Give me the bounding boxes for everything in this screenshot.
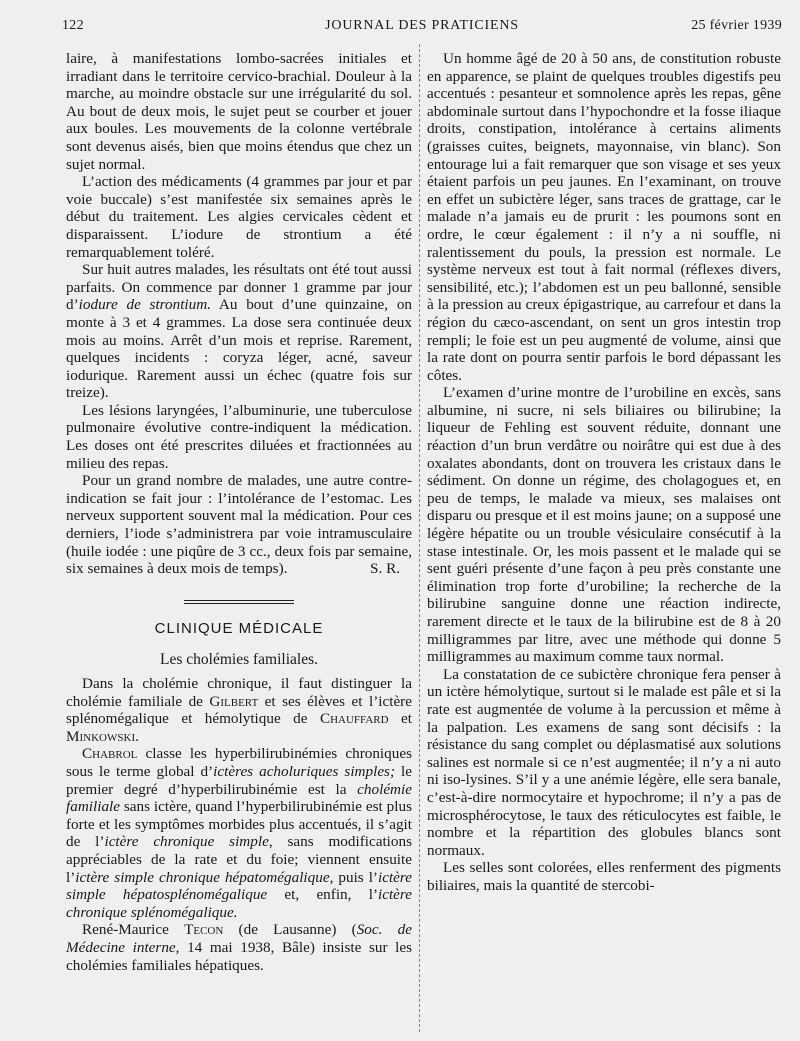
paragraph: Les selles sont colorées, elles renferment des pigments biliaires, mais la quantité de stercobi- — [427, 859, 781, 894]
running-header — [62, 18, 782, 40]
paragraph: L’action des médicaments (4 grammes par jour et par voie buccale) s’est manifestée six semaines après le début du traitement. Les algies cervicales cèdent et disparaissent. L’iodure de strontium a été remarquablement toléré. — [66, 173, 412, 261]
right-column — [427, 50, 781, 895]
article-subtitle: Les cholémies familiales. — [160, 651, 318, 669]
journal-title: JOURNAL DES PRATICIENS — [325, 18, 519, 33]
paragraph: Un homme âgé de 20 à 50 ans, de constitution robuste en apparence, se plaint de quelques troubles digestifs peu accentués : pesanteur et somnolence après les repas, gêne abdominale surtout dans l’hypochondre et la fosse iliaque droits, constipation, intolérance à certains aliments (graisses cuites, beignets, mayonnaise, vin blanc). Son entourage lui a fait remarquer que son visage et ses yeux étaient parfois un peu jaunes. En l’examinant, on trouve en effet un subictère léger, sans traces de grattage, car le malade n’a jamais eu de prurit : les poumons sont en ordre, le cœur également : il n’y a ni souffle, ni ralentissement du pouls, la pression est normale. Le système nerveux est tout à fait normal (réflexes divers, sensibilité, etc.); l’abdomen est un peu ballonné, sensible à la pression au creux épigastrique, au carrefour et dans la région du cæco-ascendant, on sent un gros intestin trop rempli; le foie est un peu augmenté de volume, ainsi que la rate dont on pourra sentir parfois le bord dépassant les côtes. — [427, 50, 781, 384]
paragraph: L’examen d’urine montre de l’urobiline en excès, sans albumine, ni sucre, ni sels biliaires ou bilirubine; la liqueur de Fehling est souvent réduite, donnant une réaction d’un brun verdâtre ou noirâtre qui est due à des oxalates abondants, dont on trouvera les cristaux dans le sédiment. On donne un régime, des cholagogues et, en peu de temps, le malade va mieux, ses malaises ont disparu ou presque et il est moins jaune; on a supposé une légère hépatite ou un trouble vésiculaire consécutif à la stase intestinale. Or, les mois passent et le malade qui se sent guéri présente d’une façon à peu près constante une élimination trop forte d’urobiline; la recherche de la bilirubine sanguine donne une réaction indirecte, rarement directe et le taux de la bilirubine est de 8 à 20 milligrammes par litre, avec une méthode qui donne 5 milligrammes au maximum comme taux normal. — [427, 384, 781, 666]
paragraph: La constatation de ce subictère chronique fera penser à un ictère hémolytique, surtout si le malade est pâle et si la rate est augmentée de volume à la percussion et même à la palpation. Les examens de sang sont décisifs : la résistance du sang complet ou déplasmatisé aux solutions salines est normale si ce n’est augmentée; il n’y a ni auto ni iso-lysines. S’il y a une anémie légère, elle sera banale, c’est-à-dire normocytaire et hypochrome; il n’y a pas de microsphérocytose, le taux des réticulocytes est faible, le nombre et la répartition des globules blancs sont normaux. — [427, 665, 781, 859]
left-column — [66, 50, 412, 974]
section-title: CLINIQUE MÉDICALE — [154, 619, 324, 637]
paragraph: Chabrol classe les hyperbilirubinémies chroniques sous le terme global d’ictères acholuriques simples; le premier degré d’hyperbilirubinémie est la cholémie familiale sans ictère, quand l’hyperbilirubinémie est plus forte et les symptômes morbides plus accentués, il s’agit de l’ictère chronique simple, sans modifications appréciables de la rate et du foie; viennent ensuite l’ictère simple chronique hépatomégalique, puis l’ictère simple hépatosplénomégalique et, enfin, l’ictère chronique splénomégalique. — [66, 745, 412, 921]
author-signature: S. R. — [370, 560, 400, 578]
paragraph: Les lésions laryngées, l’albuminurie, une tuberculose pulmonaire évolutive contre-indiquent la médication. Les doses ont été prescrites diluées et fractionnées au milieu des repas. — [66, 401, 412, 472]
column-divider — [419, 44, 420, 1032]
paragraph: Sur huit autres malades, les résultats ont été tout aussi parfaits. On commence par donner 1 gramme par jour d’iodure de strontium. Au bout d’une quinzaine, on monte à 3 et 4 grammes. La dose sera continuée deux mois au moins. Arrêt d’un mois et reprise. Rarement, quelques incidents : coryza léger, acné, saveur iodurique. Rarement aussi un échec (quatre fois sur treize). — [66, 261, 413, 402]
issue-date: 25 février 1939 — [691, 18, 782, 33]
paragraph: René-Maurice Tecon (de Lausanne) (Soc. de Médecine interne, 14 mai 1938, Bâle) insiste sur les cholémies familiales hépatiques. — [66, 921, 412, 974]
paragraph: laire, à manifestations lombo-sacrées initiales et irradiant dans le territoire cervico-brachial. Douleur à la marche, au moindre obstacle sur une irrégularité du sol. Au bout de deux mois, le sujet peut se courber et jouer aux boules. Les mouvements de la colonne vertébrale sont devenus aisés, bien que moins étendus que chez un sujet normal. — [66, 50, 412, 173]
page-number: 122 — [62, 18, 84, 33]
paragraph: Dans la cholémie chronique, il faut distinguer la cholémie familiale de Gilbert et ses élèves et l’ictère splénomégalique et hémolytique de Chauffard et Minkowski. — [66, 675, 412, 745]
paragraph: Pour un grand nombre de malades, une autre contre-indication se fait jour : l’intolérance de l’estomac. Les nerveux supportent souvent mal la médication. Pour ces derniers, l’iode s’administrera par voie intramusculaire (huile iodée : une piqûre de 3 cc., deux fois par semaine, six semaines à deux mois de temps). S. R. — [66, 472, 412, 578]
section-separator — [184, 600, 294, 604]
